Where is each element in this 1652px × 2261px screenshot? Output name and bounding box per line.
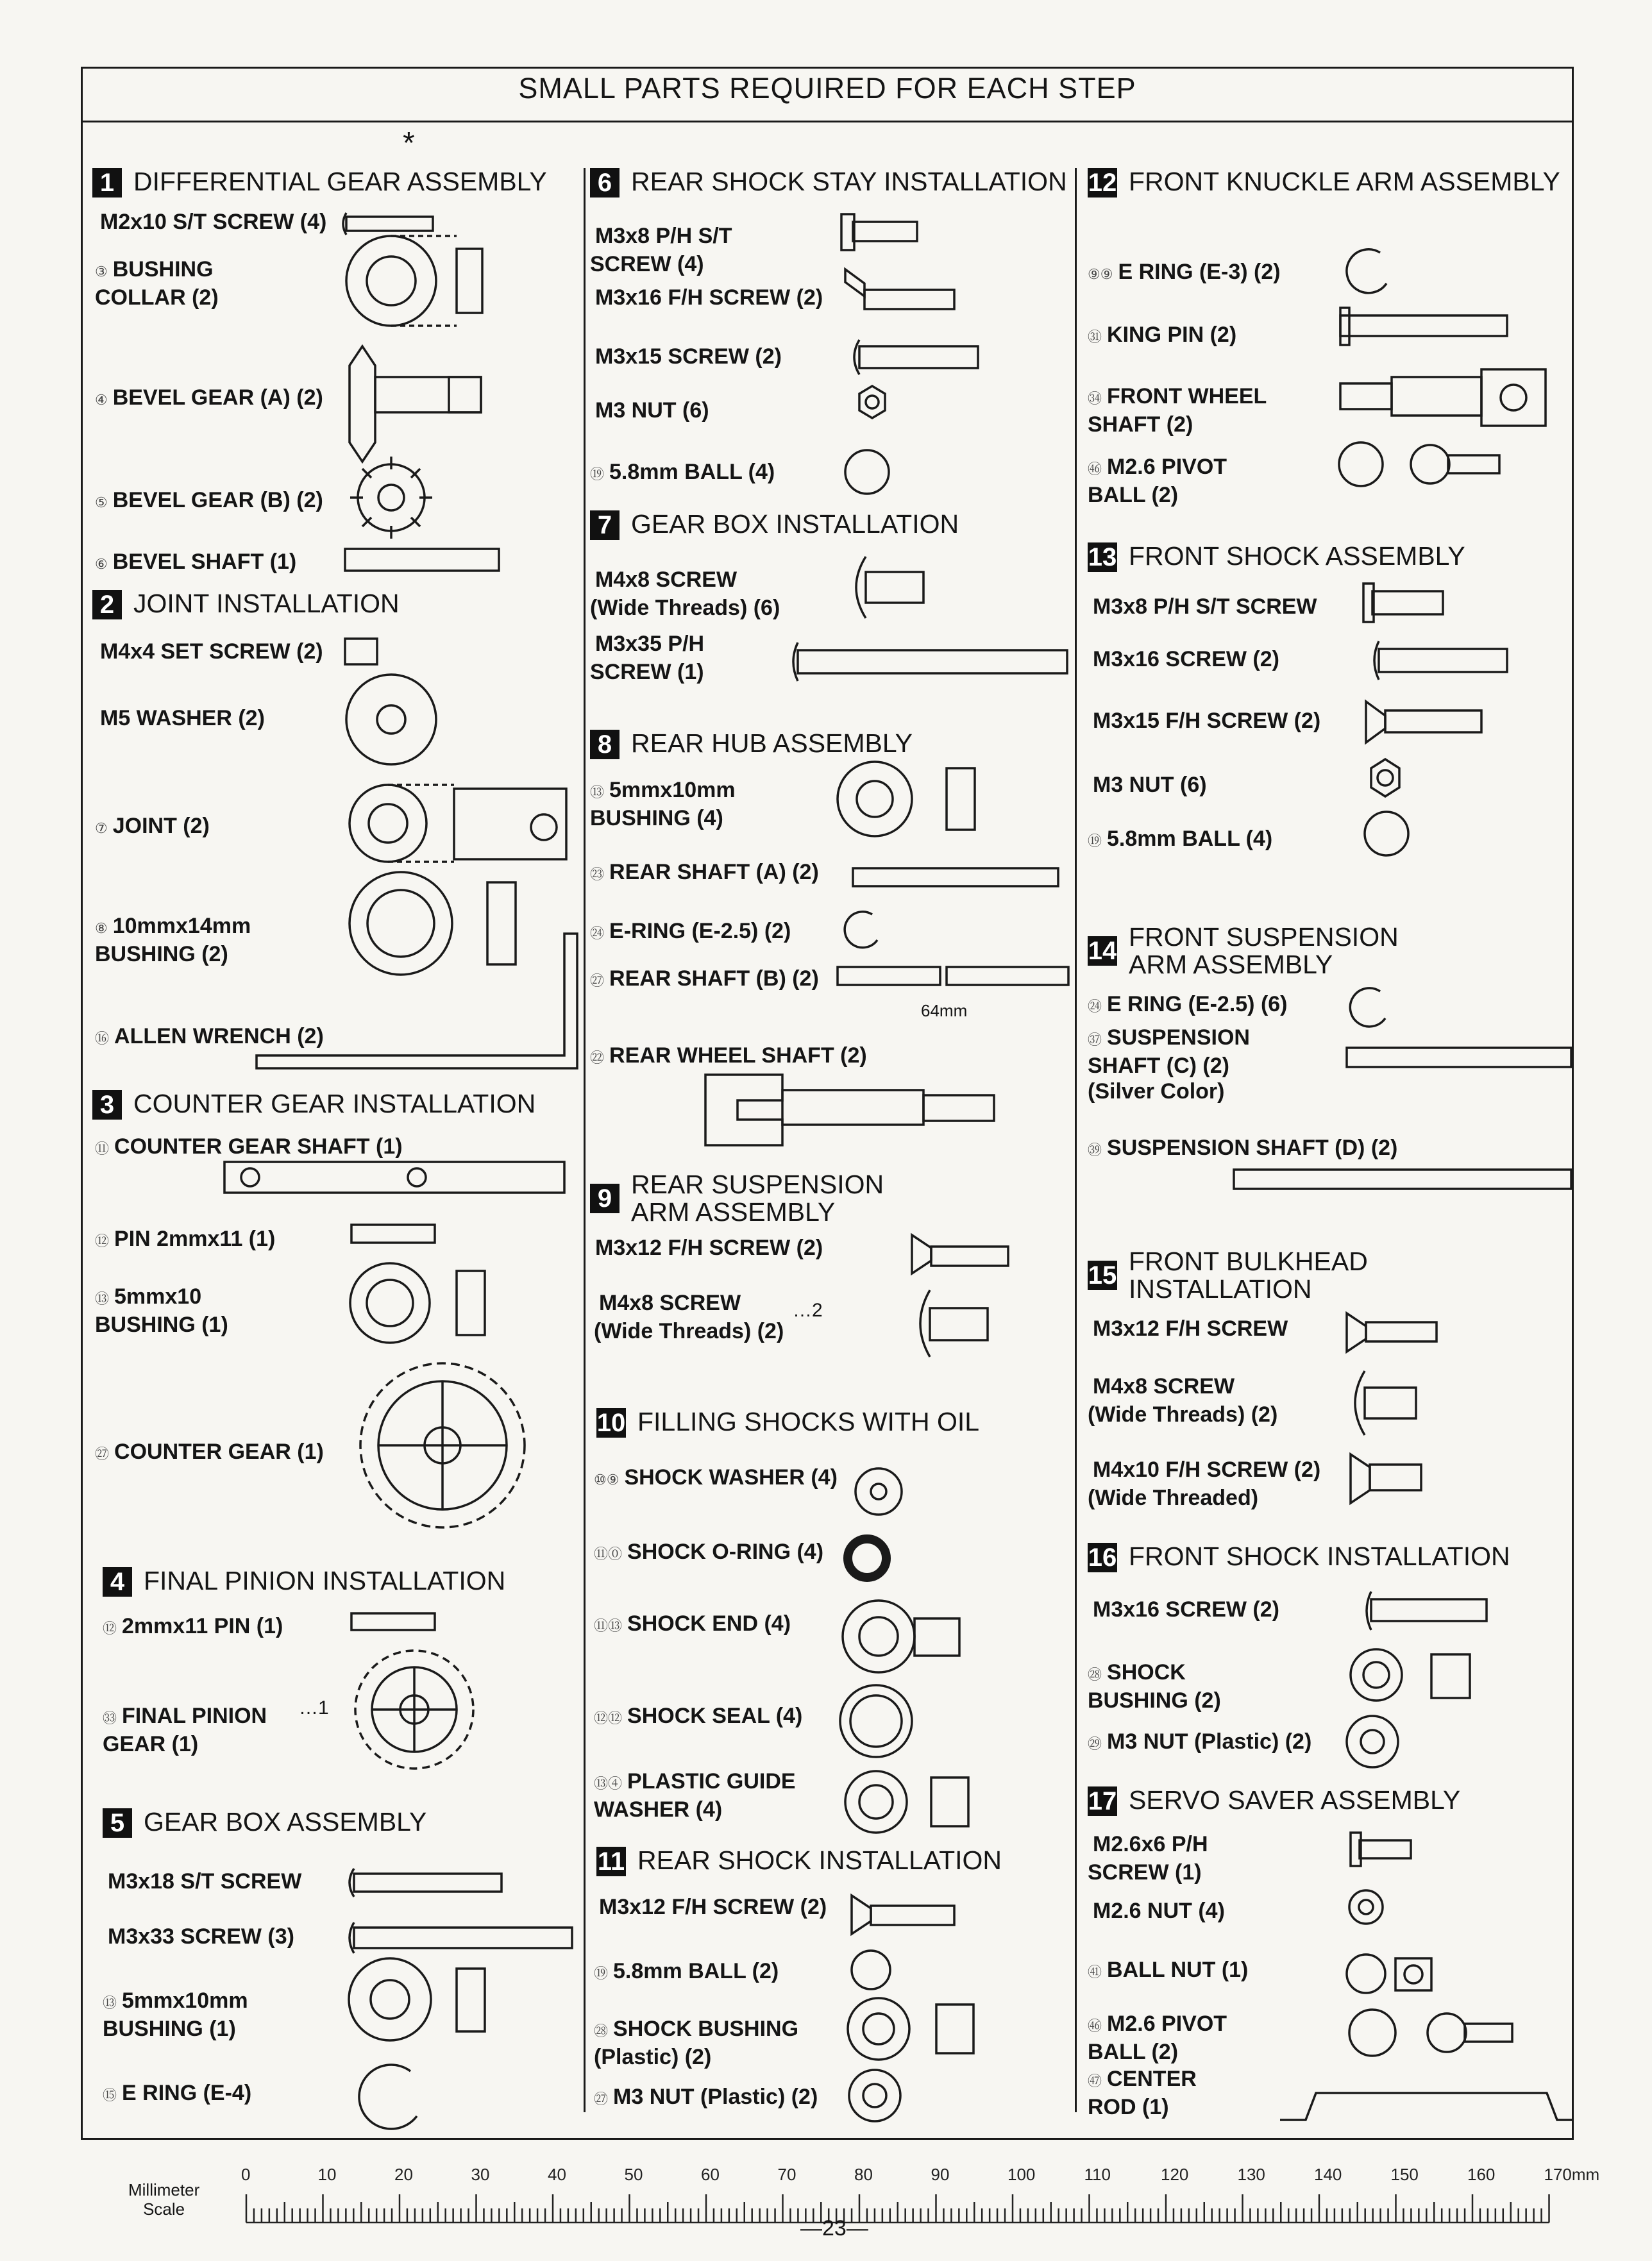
page-number: —23—: [800, 2216, 868, 2240]
screw-icon: [920, 1290, 988, 1357]
part-label: M3x15 F/H SCREW (2): [1093, 709, 1321, 733]
part-label: ㉙ M3 NUT (Plastic) (2): [1088, 1729, 1312, 1754]
wheel-shaft-icon: [1340, 369, 1546, 426]
part-label: ④ BEVEL GEAR (A) (2): [95, 385, 323, 410]
part-label: M2x10 S/T SCREW (4): [100, 210, 327, 234]
scale-tick-label: 40: [548, 2165, 566, 2184]
screw-icon: [1367, 1592, 1487, 1630]
quantity-note: …2: [793, 1300, 823, 1321]
gear-icon: [350, 457, 432, 539]
part-label: ⑪⓪ SHOCK O-RING (4): [594, 1540, 824, 1564]
screw-icon: [854, 340, 978, 374]
shaft-icon: [853, 868, 1058, 886]
part-label: ⑲ 5.8mm BALL (2): [594, 1959, 779, 1983]
scale-tick-label: 170mm: [1544, 2165, 1600, 2184]
nut-icon: [1371, 759, 1399, 796]
section-17: 17 SERVO SAVER ASSEMBLY: [1088, 1785, 1461, 1815]
washer-icon: [845, 1771, 968, 1833]
flat-head-screw-icon: [852, 1895, 954, 1934]
part-label: ⑦ JOINT (2): [95, 814, 210, 838]
ball-nut-icon: [1347, 1954, 1431, 1993]
nut-icon: [849, 2070, 900, 2121]
part-label: M2.6x6 P/H SCREW (1): [1088, 1832, 1208, 1885]
nut-icon: [1349, 1890, 1383, 1924]
part-label: ㉓ REAR SHAFT (A) (2): [590, 860, 819, 884]
bushing-icon: [848, 1998, 973, 2060]
gear-icon: [355, 1651, 473, 1769]
part-label: M3 NUT (6): [595, 398, 709, 423]
e-ring-icon: [1347, 249, 1386, 293]
part-label: ㉘ SHOCK BUSHING (2): [1088, 1660, 1221, 1713]
shaft-icon: [1347, 1048, 1571, 1067]
flat-head-screw-icon: [845, 269, 954, 309]
bushing-icon: [350, 1263, 485, 1343]
part-label: M3x15 SCREW (2): [595, 344, 782, 369]
part-label: ㉛ KING PIN (2): [1088, 323, 1237, 347]
section-4: 4 FINAL PINION INSTALLATION: [103, 1567, 505, 1597]
part-label: ⑬ 5mmx10mm BUSHING (4): [590, 778, 736, 830]
part-label: ㉗ M3 NUT (Plastic) (2): [594, 2085, 818, 2109]
part-label: M3x16 SCREW (2): [1093, 1597, 1279, 1622]
screw-icon: [793, 643, 1067, 681]
quantity-note: …1: [299, 1697, 329, 1719]
section-16: 16 FRONT SHOCK INSTALLATION: [1088, 1542, 1510, 1572]
part-label: M2.6 NUT (4): [1093, 1899, 1225, 1923]
part-label: ⑫⑫ SHOCK SEAL (4): [594, 1704, 803, 1728]
scale-label: Millimeter Scale: [128, 2180, 200, 2219]
section-2: 2 JOINT INSTALLATION: [92, 590, 400, 619]
pin-icon: [351, 1613, 435, 1630]
e-ring-icon: [845, 912, 877, 948]
flat-head-screw-icon: [1351, 1454, 1421, 1503]
ball-icon: [1365, 812, 1408, 855]
flat-head-screw-icon: [1347, 1313, 1437, 1352]
screw-icon: [841, 214, 917, 250]
part-label: ㊲ SUSPENSION SHAFT (C) (2) (Silver Color): [1088, 1025, 1250, 1104]
part-label: ㊶ BALL NUT (1): [1088, 1958, 1249, 1982]
part-label: ⑬④ PLASTIC GUIDE WASHER (4): [594, 1769, 796, 1822]
wheel-shaft-icon: [705, 1075, 994, 1145]
part-label: ⑥ BEVEL SHAFT (1): [95, 550, 297, 574]
part-label: ㉘ SHOCK BUSHING (Plastic) (2): [594, 2017, 799, 2069]
part-label: ⑪⑬ SHOCK END (4): [594, 1611, 791, 1636]
part-label: M5 WASHER (2): [100, 706, 265, 730]
section-12: 12 FRONT KNUCKLE ARM ASSEMBLY: [1088, 167, 1560, 197]
part-label: M4x4 SET SCREW (2): [100, 639, 323, 664]
scale-tick-label: 90: [931, 2165, 950, 2184]
part-label: M3x35 P/H SCREW (1): [590, 632, 705, 684]
bushing-icon: [346, 236, 482, 326]
section-5: 5 GEAR BOX ASSEMBLY: [103, 1808, 426, 1838]
part-label: M3x16 SCREW (2): [1093, 647, 1279, 671]
screw-icon: [1374, 641, 1507, 680]
flat-head-screw-icon: [1366, 702, 1481, 743]
part-label: M3x33 SCREW (3): [108, 1924, 294, 1949]
section-9: 9 REAR SUSPENSION ARM ASSEMBLY: [590, 1171, 884, 1226]
bushing-icon: [350, 872, 516, 975]
section-8: 8 REAR HUB ASSEMBLY: [590, 730, 913, 759]
section-14: 14 FRONT SUSPENSION ARM ASSEMBLY: [1088, 922, 1399, 980]
king-pin-icon: [1340, 308, 1507, 345]
part-label: ㊴ SUSPENSION SHAFT (D) (2): [1088, 1136, 1398, 1160]
section-1: 1 DIFFERENTIAL GEAR ASSEMBLY: [92, 168, 547, 198]
screw-icon: [343, 213, 433, 235]
pivot-ball-icon: [1349, 2010, 1512, 2056]
part-label: ⑫ 2mmx11 PIN (1): [103, 1614, 283, 1638]
part-label: ㉔ E RING (E-2.5) (6): [1088, 992, 1288, 1016]
part-label: ㊻ M2.6 PIVOT BALL (2): [1088, 2012, 1227, 2064]
flat-head-screw-icon: [912, 1235, 1008, 1273]
part-label: ⑮ E RING (E-4): [103, 2081, 252, 2105]
star-mark: *: [403, 126, 415, 160]
set-screw-icon: [345, 639, 377, 664]
scale-tick-label: 140: [1314, 2165, 1342, 2184]
shock-end-icon: [843, 1601, 959, 1672]
part-label: ㉒ REAR WHEEL SHAFT (2): [590, 1043, 867, 1068]
screw-icon: [1363, 584, 1443, 622]
seal-icon: [840, 1685, 912, 1757]
part-label: ⑬ 5mmx10mm BUSHING (1): [103, 1988, 248, 2041]
shaft-icon: [1234, 1170, 1571, 1189]
scale-tick-label: 100: [1007, 2165, 1036, 2184]
section-3: 3 COUNTER GEAR INSTALLATION: [92, 1090, 535, 1120]
part-label: ③ BUSHING COLLAR (2): [95, 257, 219, 310]
part-label: M4x8 SCREW (Wide Threads) (2): [594, 1291, 784, 1343]
part-label: ㉔ E-RING (E-2.5) (2): [590, 919, 791, 943]
joint-icon: [350, 785, 566, 862]
part-label: ⑲ 5.8mm BALL (4): [590, 460, 775, 484]
bushing-icon: [1351, 1649, 1470, 1701]
nut-icon: [1347, 1716, 1398, 1767]
section-7: 7 GEAR BOX INSTALLATION: [590, 510, 959, 540]
scale-tick-label: 110: [1084, 2165, 1111, 2184]
scale-tick-label: 70: [777, 2165, 796, 2184]
part-label: ㉞ FRONT WHEEL SHAFT (2): [1088, 384, 1267, 437]
part-label: M3x18 S/T SCREW: [108, 1869, 302, 1894]
part-label: ㊻ M2.6 PIVOT BALL (2): [1088, 455, 1227, 507]
part-label: M3 NUT (6): [1093, 773, 1207, 797]
scale-tick-label: 160: [1467, 2165, 1496, 2184]
section-15: 15 FRONT BULKHEAD INSTALLATION: [1088, 1247, 1368, 1304]
section-13: 13 FRONT SHOCK ASSEMBLY: [1088, 541, 1465, 571]
scale-tick-label: 10: [317, 2165, 337, 2184]
pivot-ball-icon: [1339, 442, 1499, 486]
bevel-gear-icon: [350, 346, 481, 462]
section-11: 11 REAR SHOCK INSTALLATION: [597, 1845, 1002, 1876]
part-label: ⑧ 10mmx14mm BUSHING (2): [95, 914, 251, 966]
scale-tick-label: 20: [394, 2165, 413, 2184]
screw-icon: [350, 1922, 572, 1953]
part-label: M3x8 P/H S/T SCREW (4): [590, 224, 732, 276]
scale-tick-label: 130: [1237, 2165, 1265, 2184]
screw-icon: [856, 557, 923, 618]
shaft-icon: [345, 549, 499, 571]
center-rod-icon: [1280, 2093, 1574, 2120]
part-label: ⑨⑨ E RING (E-3) (2): [1088, 260, 1281, 284]
o-ring-icon: [848, 1539, 886, 1577]
part-label: ⑪ COUNTER GEAR SHAFT (1): [95, 1134, 403, 1159]
part-label: M3x12 F/H SCREW (2): [595, 1236, 823, 1260]
screw-icon: [1351, 1833, 1411, 1866]
part-label: M4x8 SCREW (Wide Threads) (2): [1088, 1374, 1278, 1427]
part-label: ㉗ COUNTER GEAR (1): [95, 1440, 324, 1464]
part-label: ⑫ PIN 2mmx11 (1): [95, 1227, 276, 1251]
scale-tick-label: 50: [624, 2165, 643, 2184]
scale-tick-label: 60: [701, 2165, 720, 2184]
screw-icon: [1355, 1371, 1416, 1435]
part-label: M3x12 F/H SCREW: [1093, 1316, 1288, 1341]
scale-tick-label: 80: [854, 2165, 873, 2184]
part-label: ⑩⑨ SHOCK WASHER (4): [594, 1465, 838, 1490]
shaft-icon: [224, 1162, 564, 1193]
e-ring-icon: [1350, 988, 1385, 1027]
gear-icon: [360, 1363, 525, 1527]
washer-icon: [856, 1468, 902, 1515]
washer-icon: [346, 675, 436, 764]
part-label: ㊼ CENTER ROD (1): [1088, 2067, 1197, 2119]
part-label: M3x8 P/H S/T SCREW: [1093, 594, 1317, 619]
part-label: M4x10 F/H SCREW (2) (Wide Threaded): [1088, 1458, 1321, 1510]
part-label: ⑯ ALLEN WRENCH (2): [95, 1024, 324, 1048]
e-ring-icon: [359, 2065, 417, 2129]
part-label: ㉗ REAR SHAFT (B) (2): [590, 966, 819, 991]
nut-icon: [859, 386, 885, 418]
section-6: 6 REAR SHOCK STAY INSTALLATION: [590, 168, 1067, 198]
scale-tick-label: 150: [1390, 2165, 1419, 2184]
scale-tick-label: 30: [471, 2165, 490, 2184]
scale-tick-label: 0: [241, 2165, 251, 2184]
bushing-icon: [349, 1958, 485, 2040]
part-label: ⑲ 5.8mm BALL (4): [1088, 827, 1273, 851]
part-label: M3x12 F/H SCREW (2): [599, 1895, 827, 1919]
ball-icon: [852, 1951, 890, 1989]
scale-tick-label: 120: [1161, 2165, 1189, 2184]
page-title: SMALL PARTS REQUIRED FOR EACH STEP: [518, 72, 1136, 105]
part-label: ⑬ 5mmx10 BUSHING (1): [95, 1284, 228, 1337]
part-label: M4x8 SCREW (Wide Threads) (6): [590, 567, 780, 620]
section-10: 10 FILLING SHOCKS WITH OIL: [596, 1407, 980, 1437]
part-label: ⑤ BEVEL GEAR (B) (2): [95, 488, 323, 512]
length-note: 64mm: [921, 1001, 968, 1020]
screw-icon: [350, 1869, 501, 1897]
bushing-icon: [838, 762, 975, 836]
part-label: ㉝ FINAL PINION GEAR (1): [103, 1704, 267, 1756]
part-label: M3x16 F/H SCREW (2): [595, 285, 823, 310]
shaft-icon: [838, 967, 1068, 985]
ball-icon: [845, 450, 889, 494]
pin-icon: [351, 1225, 435, 1243]
